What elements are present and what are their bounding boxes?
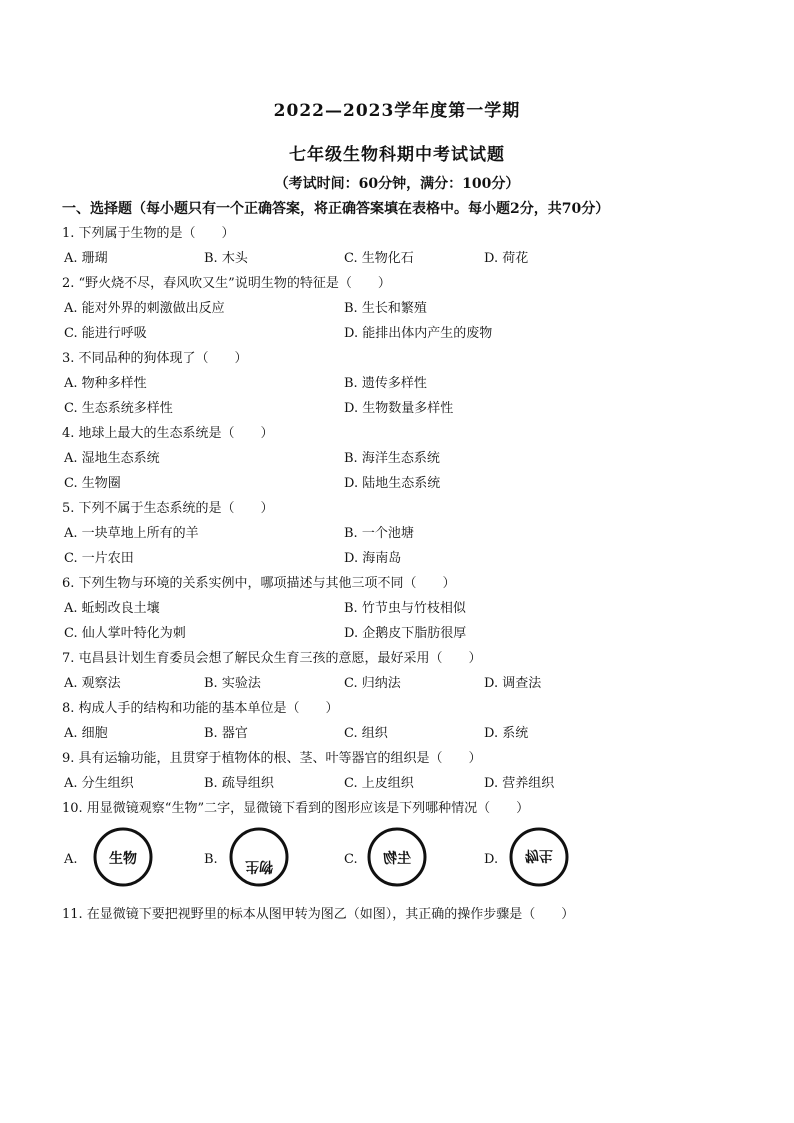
option-a: A. 能对外界的刺激做出反应 xyxy=(64,301,225,316)
microscope-view-d-icon xyxy=(508,826,570,888)
question-stem: 2. “野火烧不尽，春风吹又生”说明生物的特征是（ ） xyxy=(62,276,391,291)
microscope-view-c-text: 生物 xyxy=(383,851,411,867)
option-c: C. 仙人掌叶特化为刺 xyxy=(64,626,186,641)
option-a: A. 分生组织 xyxy=(64,776,134,791)
question-stem: 11. 在显微镜下要把视野里的标本从图甲转为图乙（如图），其正确的操作步骤是（ ） xyxy=(62,907,575,922)
options-row xyxy=(62,671,742,696)
option-b: B. 遗传多样性 xyxy=(344,376,427,391)
option-a: A. 物种多样性 xyxy=(64,376,147,391)
options-row xyxy=(62,471,742,496)
question-stem: 6. 下列生物与环境的关系实例中，哪项描述与其他三项不同（ ） xyxy=(62,576,456,591)
option-b: B. 竹节虫与竹枝相似 xyxy=(344,601,466,616)
option-d-label: D. xyxy=(484,852,499,867)
option-c: C. 生物化石 xyxy=(344,251,414,266)
question-stem: 4. 地球上最大的生态系统是（ ） xyxy=(62,426,274,441)
microscope-view-b-text: 物生 xyxy=(245,858,273,874)
question-stem: 3. 不同品种的狗体现了（ ） xyxy=(62,351,248,366)
option-d: D. 企鹅皮下脂肪很厚 xyxy=(344,626,467,641)
option-b-label: B. xyxy=(204,852,218,867)
options-row xyxy=(62,396,742,421)
option-d: D. 生物数量多样性 xyxy=(344,401,454,416)
option-a: A. 蚯蚓改良土壤 xyxy=(64,601,160,616)
exam-term-title: 2022—2023学年度第一学期 xyxy=(273,101,521,121)
options-row xyxy=(62,321,742,346)
section-heading: 一、选择题（每小题只有一个正确答案，将正确答案填在表格中。每小题2分，共70分） xyxy=(62,201,610,217)
options-row xyxy=(62,771,742,796)
microscope-view-c-icon xyxy=(366,826,428,888)
option-c: C. 一片农田 xyxy=(64,551,134,566)
microscope-options-row xyxy=(62,826,742,896)
option-b: B. 器官 xyxy=(204,726,248,741)
option-c-label: C. xyxy=(344,852,358,867)
exam-title: 七年级生物科期中考试试题 xyxy=(289,145,505,165)
microscope-view-a-icon xyxy=(92,826,154,888)
question-stem: 10. 用显微镜观察“生物”二字，显微镜下看到的图形应该是下列哪种情况（ ） xyxy=(62,801,530,816)
question-stem: 5. 下列不属于生态系统的是（ ） xyxy=(62,501,274,516)
option-d: D. 系统 xyxy=(484,726,529,741)
options-row xyxy=(62,546,742,571)
exam-time-info: （考试时间：60分钟，满分：100分） xyxy=(274,176,520,192)
option-b: B. 实验法 xyxy=(204,676,261,691)
option-c: C. 能进行呼吸 xyxy=(64,326,147,341)
microscope-view-a-text: 生物 xyxy=(109,851,137,867)
options-row xyxy=(62,621,742,646)
options-row xyxy=(62,446,742,471)
question-stem: 1. 下列属于生物的是（ ） xyxy=(62,226,235,241)
option-a: A. 观察法 xyxy=(64,676,121,691)
option-d: D. 荷花 xyxy=(484,251,529,266)
options-row xyxy=(62,596,742,621)
option-b: B. 一个池塘 xyxy=(344,526,414,541)
option-c: C. 生物圈 xyxy=(64,476,121,491)
option-d: D. 能排出体内产生的废物 xyxy=(344,326,493,341)
option-b: B. 生长和繁殖 xyxy=(344,301,427,316)
options-row xyxy=(62,246,742,271)
option-b: B. 疏导组织 xyxy=(204,776,274,791)
option-d: D. 陆地生态系统 xyxy=(344,476,441,491)
option-a: A. 湿地生态系统 xyxy=(64,451,160,466)
options-row xyxy=(62,296,742,321)
option-c: C. 上皮组织 xyxy=(344,776,414,791)
option-a: A. 细胞 xyxy=(64,726,108,741)
option-c: C. 生态系统多样性 xyxy=(64,401,173,416)
option-c: C. 组织 xyxy=(344,726,388,741)
microscope-view-d-text: 物生 xyxy=(525,847,553,863)
question-stem: 9. 具有运输功能，且贯穿于植物体的根、茎、叶等器官的组织是（ ） xyxy=(62,751,482,766)
option-a-label: A. xyxy=(64,852,78,867)
options-row xyxy=(62,521,742,546)
question-stem: 8. 构成人手的结构和功能的基本单位是（ ） xyxy=(62,701,339,716)
option-d: D. 调查法 xyxy=(484,676,542,691)
option-b: B. 海洋生态系统 xyxy=(344,451,440,466)
options-row xyxy=(62,371,742,396)
microscope-view-b-icon xyxy=(228,826,290,888)
option-a: A. 一块草地上所有的羊 xyxy=(64,526,199,541)
options-row xyxy=(62,721,742,746)
question-stem: 7. 屯昌县计划生育委员会想了解民众生育三孩的意愿，最好采用（ ） xyxy=(62,651,482,666)
option-d: D. 海南岛 xyxy=(344,551,402,566)
option-d: D. 营养组织 xyxy=(484,776,555,791)
option-b: B. 木头 xyxy=(204,251,248,266)
option-c: C. 归纳法 xyxy=(344,676,401,691)
option-a: A. 珊瑚 xyxy=(64,251,108,266)
